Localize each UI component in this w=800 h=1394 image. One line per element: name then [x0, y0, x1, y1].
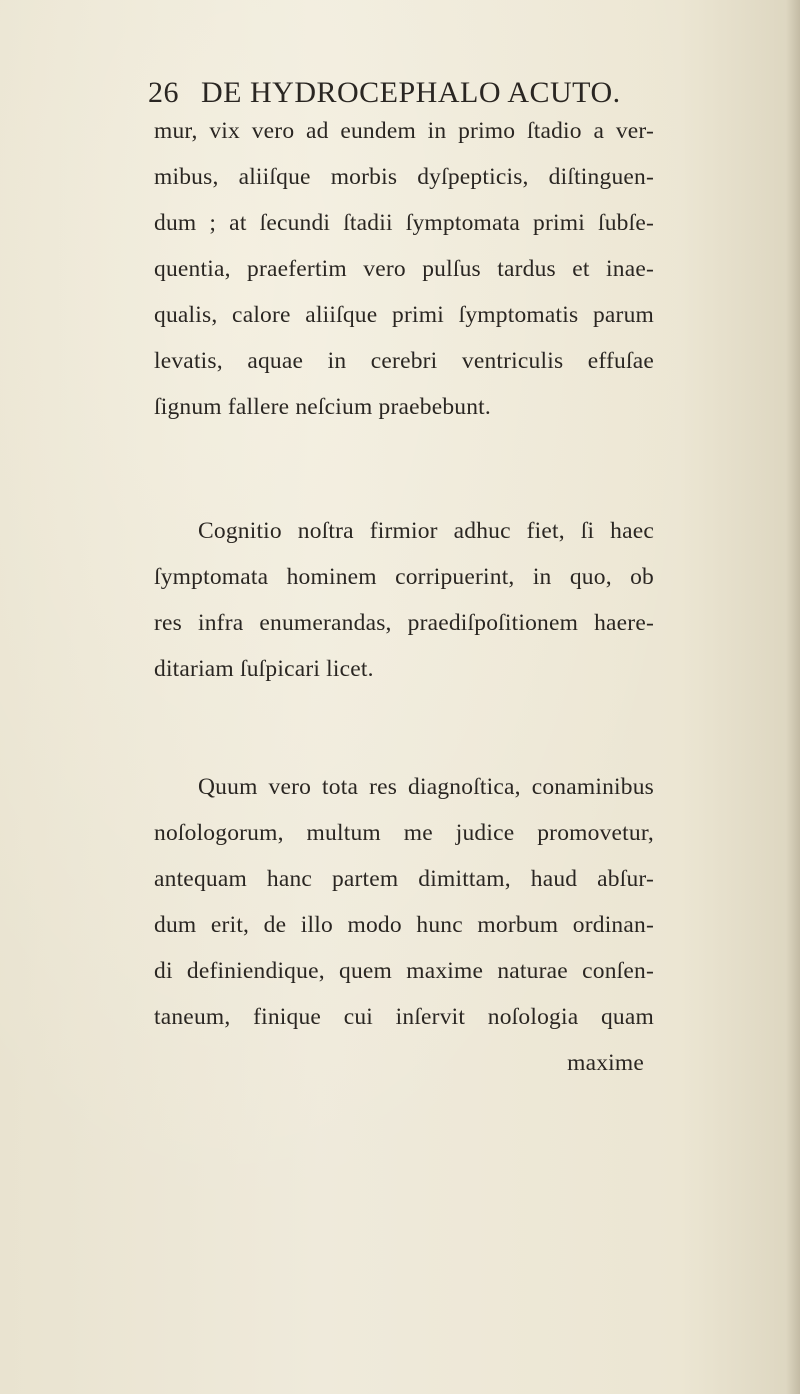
text-line: res infra enumerandas, praediſpoſitionem haere- — [154, 610, 654, 636]
text-line: qualis, calore aliiſque primi ſymptomatis parum — [154, 302, 654, 328]
text-line: taneum, finique cui inſervit noſologia quam — [154, 1004, 654, 1030]
text-line: mibus, aliiſque morbis dyſpepticis, diſtinguen- — [154, 164, 654, 190]
text-line: dum ; at ſecundi ſtadii ſymptomata primi ſubſe- — [154, 210, 654, 236]
text-line: Quum vero tota res diagnoſtica, conaminibus — [198, 774, 654, 800]
text-line: ditariam ſuſpicari licet. — [154, 656, 374, 682]
page-edge-shadow — [786, 0, 800, 1394]
text-line: di definiendique, quem maxime naturae conſen- — [154, 958, 654, 984]
text-line: ſignum fallere neſcium praebebunt. — [154, 394, 491, 420]
paragraph-1 — [154, 108, 654, 430]
text-line: ſymptomata hominem corripuerint, in quo, ob — [154, 564, 654, 590]
text-line: levatis, aquae in cerebri ventriculis effuſae — [154, 348, 654, 374]
text-line: Cognitio noſtra firmior adhuc fiet, ſi haec — [198, 518, 654, 544]
catchword: maxime — [567, 1050, 644, 1076]
paragraph-2 — [154, 508, 654, 692]
page-number: 26 — [148, 76, 179, 109]
running-title: DE HYDROCEPHALO ACUTO. — [201, 76, 621, 109]
running-header — [148, 76, 668, 110]
paragraph-3 — [154, 764, 654, 1086]
text-line: antequam hanc partem dimittam, haud abſur- — [154, 866, 654, 892]
text-line: dum erit, de illo modo hunc morbum ordinan- — [154, 912, 654, 938]
text-line: noſologorum, multum me judice promovetur, — [154, 820, 654, 846]
text-line: quentia, praefertim vero pulſus tardus et inae- — [154, 256, 654, 282]
text-line: mur, vix vero ad eundem in primo ſtadio a ver- — [154, 118, 654, 144]
